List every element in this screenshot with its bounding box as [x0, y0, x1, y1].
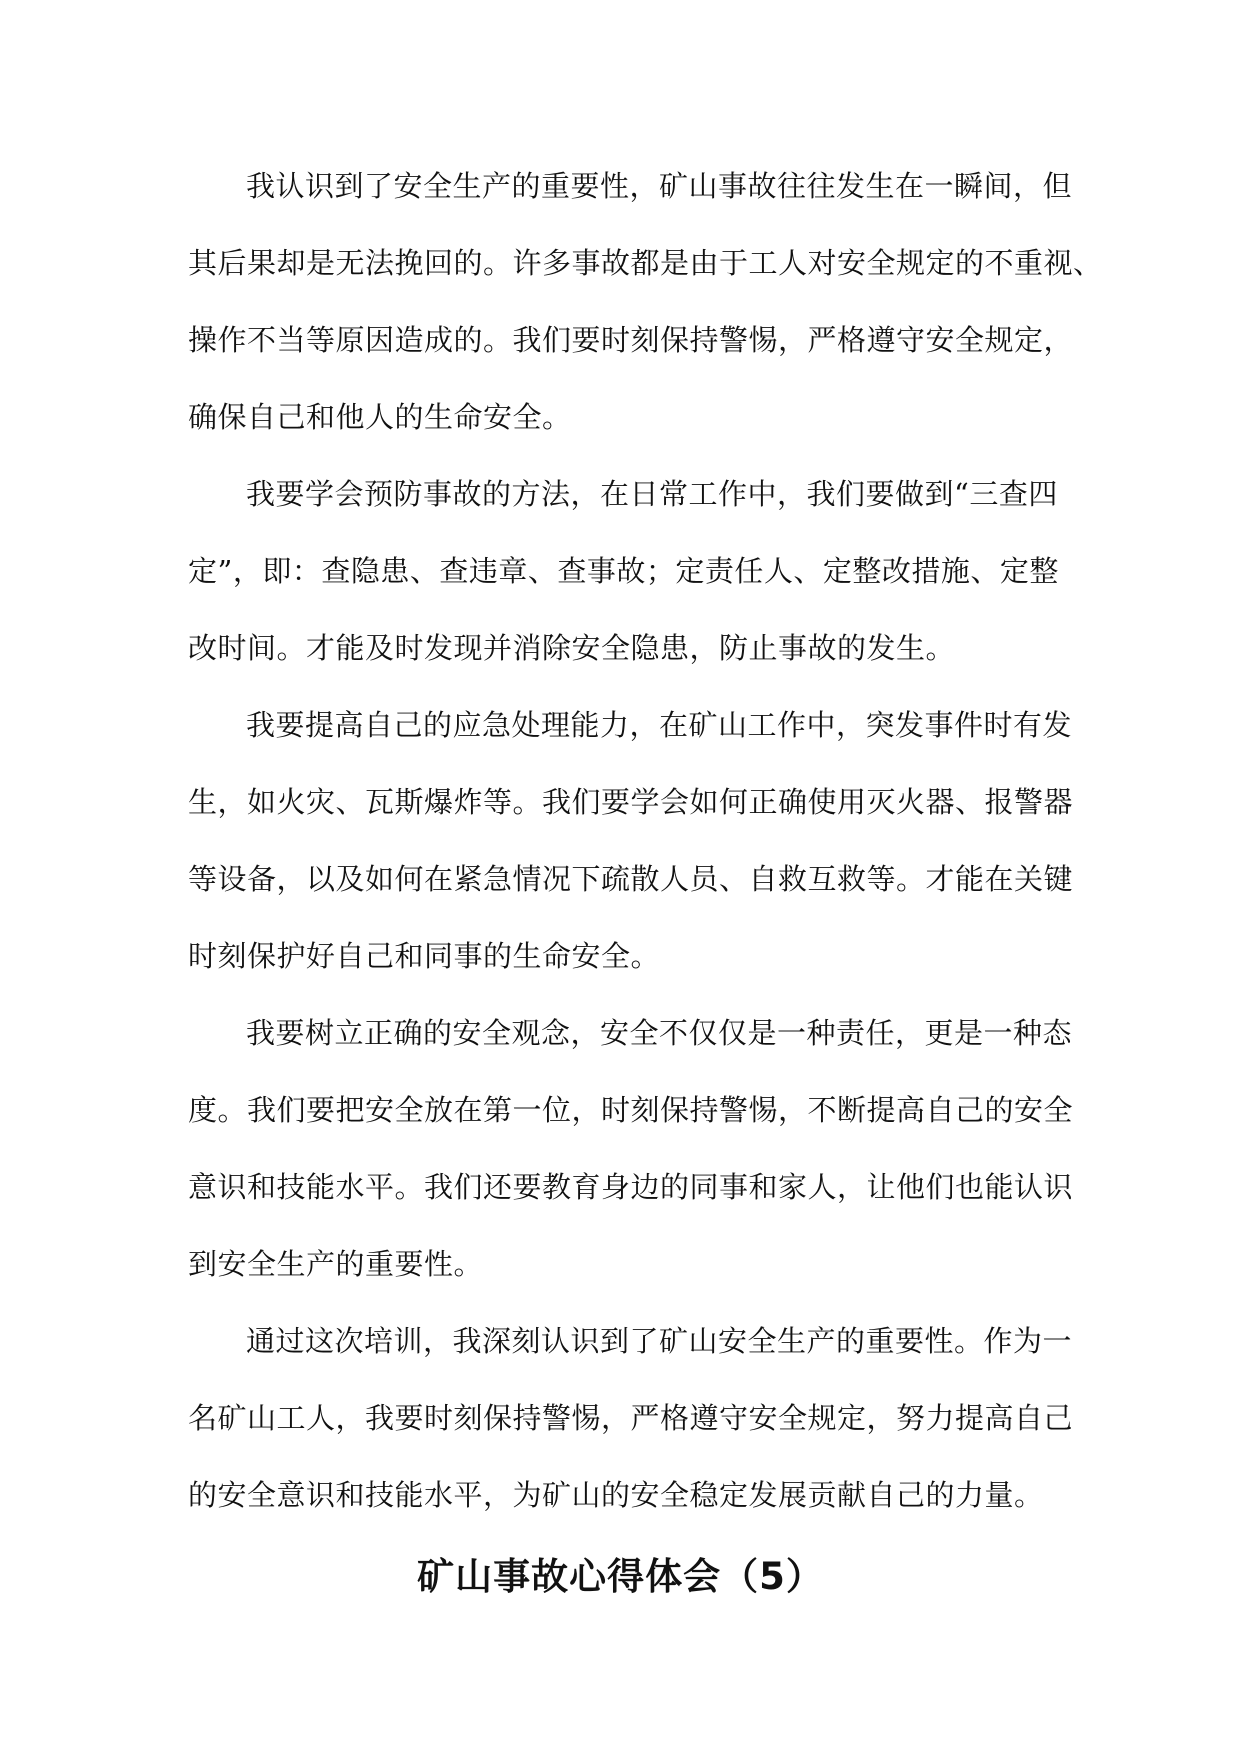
- document-body: [188, 148, 1103, 1534]
- paragraph-line: 等设备，以及如何在紧急情况下疏散人员、自救互救等。才能在关键: [188, 862, 1074, 896]
- paragraph-line: 度。我们要把安全放在第一位，时刻保持警惕，不断提高自己的安全: [188, 1093, 1074, 1127]
- paragraph-line: 的安全意识和技能水平，为矿山的安全稳定发展贡献自己的力量。: [188, 1478, 1044, 1512]
- paragraph-3: [188, 687, 1074, 995]
- paragraph-line: 定”，即：查隐患、查违章、查事故；定责任人、定整改措施、定整: [188, 554, 1059, 588]
- paragraph-2: [188, 456, 1059, 687]
- paragraph-line: 生，如火灾、瓦斯爆炸等。我们要学会如何正确使用灭火器、报警器: [188, 785, 1074, 819]
- paragraph-1: [188, 148, 1103, 456]
- paragraph-line: 我要树立正确的安全观念，安全不仅仅是一种责任，更是一种态: [246, 1016, 1073, 1050]
- paragraph-line: 我要学会预防事故的方法，在日常工作中，我们要做到“三查四: [246, 477, 1058, 511]
- paragraph-line: 我认识到了安全生产的重要性，矿山事故往往发生在一瞬间，但: [246, 169, 1073, 203]
- paragraph-line: 改时间。才能及时发现并消除安全隐患，防止事故的发生。: [188, 631, 956, 665]
- paragraph-line: 意识和技能水平。我们还要教育身边的同事和家人，让他们也能认识: [188, 1170, 1074, 1204]
- paragraph-line: 其后果却是无法挽回的。许多事故都是由于工人对安全规定的不重视、: [188, 246, 1103, 280]
- paragraph-line: 我要提高自己的应急处理能力，在矿山工作中，突发事件时有发: [246, 708, 1073, 742]
- paragraph-line: 名矿山工人，我要时刻保持警惕，严格遵守安全规定，努力提高自己: [188, 1401, 1074, 1435]
- section-heading: 矿山事故心得体会（5）: [417, 1555, 824, 1598]
- paragraph-line: 时刻保护好自己和同事的生命安全。: [188, 939, 661, 973]
- paragraph-line: 操作不当等原因造成的。我们要时刻保持警惕，严格遵守安全规定，: [188, 323, 1074, 357]
- paragraph-line: 到安全生产的重要性。: [188, 1247, 484, 1281]
- paragraph-5: [188, 1303, 1074, 1534]
- paragraph-line: 通过这次培训，我深刻认识到了矿山安全生产的重要性。作为一: [246, 1324, 1073, 1358]
- paragraph-line: 确保自己和他人的生命安全。: [188, 400, 572, 434]
- paragraph-4: [188, 995, 1074, 1303]
